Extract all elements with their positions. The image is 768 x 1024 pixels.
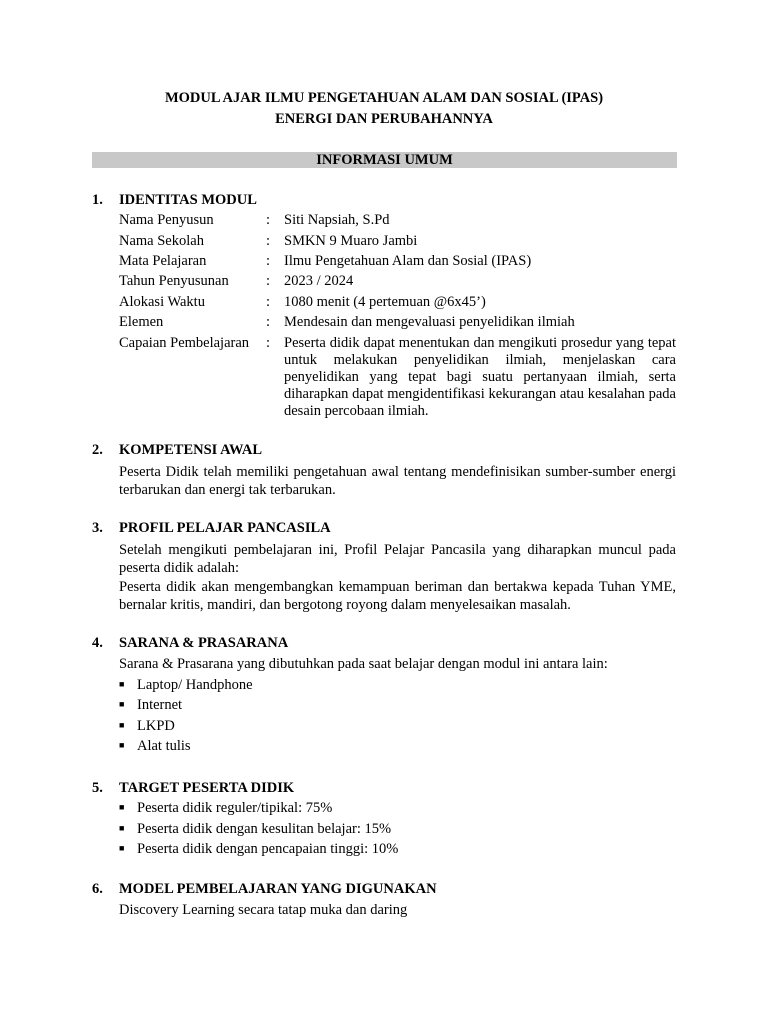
document-subtitle: ENERGI DAN PERUBAHANNYA <box>275 111 493 127</box>
field-value: SMKN 9 Muaro Jambi <box>284 233 418 249</box>
kompetensi-text: Peserta Didik telah memiliki pengetahuan awal tentang mendefinisikan sumber-sumber energi terbarukan dan energi tak terbarukan. <box>119 464 676 498</box>
section-number: 5. <box>92 780 103 796</box>
profil-text-1: Setelah mengikuti pembelajaran ini, Profil Pelajar Pancasila yang diharapkan muncul pada peserta didik adalah: <box>119 542 676 576</box>
bullet-icon: ■ <box>119 843 125 853</box>
field-label: Tahun Penyusunan <box>119 273 229 289</box>
section-title-profil: PROFIL PELAJAR PANCASILA <box>119 520 331 536</box>
field-value: Siti Napsiah, S.Pd <box>284 212 390 228</box>
section-title-target: TARGET PESERTA DIDIK <box>119 780 295 796</box>
field-label: Capaian Pembelajaran <box>119 335 250 351</box>
list-item: ■ Peserta didik dengan kesulitan belajar: 15% <box>119 821 392 837</box>
section-number: 3. <box>92 520 103 536</box>
document-title: MODUL AJAR ILMU PENGETAHUAN ALAM DAN SOSIAL (IPAS) <box>164 90 604 106</box>
section-title-sarana: SARANA & PRASARANA <box>119 635 289 651</box>
bullet-icon: ■ <box>119 679 125 689</box>
field-label: Nama Sekolah <box>119 233 204 249</box>
field-label: Elemen <box>119 314 164 330</box>
section-number: 4. <box>92 635 103 651</box>
section-number: 2. <box>92 442 103 458</box>
profil-text-2: Peserta didik akan mengembangkan kemampuan beriman dan bertakwa kepada Tuhan YME, bernalar kritis, mandiri, dan bergotong royong dalam menyelesaikan masalah. <box>119 579 676 613</box>
field-label: Mata Pelajaran <box>119 253 207 269</box>
field-value: Ilmu Pengetahuan Alam dan Sosial (IPAS) <box>284 253 532 269</box>
list-item: ■ Peserta didik dengan pencapaian tinggi: 10% <box>119 841 399 857</box>
field-colon: : <box>266 233 271 249</box>
field-label: Alokasi Waktu <box>119 294 205 310</box>
section-number: 6. <box>92 881 103 897</box>
bullet-icon: ■ <box>119 802 125 812</box>
bullet-icon: ■ <box>119 699 125 709</box>
list-item: ■ Laptop/ Handphone <box>119 677 253 693</box>
field-colon: : <box>266 212 271 228</box>
field-colon: : <box>266 273 271 289</box>
field-value: 2023 / 2024 <box>284 273 354 289</box>
field-value: 1080 menit (4 pertemuan @6x45’) <box>284 294 486 310</box>
section-title-kompetensi: KOMPETENSI AWAL <box>119 442 263 458</box>
list-item: ■ Peserta didik reguler/tipikal: 75% <box>119 800 333 816</box>
field-label: Nama Penyusun <box>119 212 214 228</box>
field-value: Mendesain dan mengevaluasi penyelidikan ilmiah <box>284 314 575 330</box>
section-title-model: MODEL PEMBELAJARAN YANG DIGUNAKAN <box>119 881 437 897</box>
field-colon: : <box>266 253 271 269</box>
field-colon: : <box>266 314 271 330</box>
sarana-intro: Sarana & Prasarana yang dibutuhkan pada saat belajar dengan modul ini antara lain: <box>119 656 608 672</box>
list-item: ■ LKPD <box>119 718 175 734</box>
list-item: ■ Alat tulis <box>119 738 191 754</box>
bullet-icon: ■ <box>119 720 125 730</box>
section-number: 1. <box>92 192 103 208</box>
model-text: Discovery Learning secara tatap muka dan daring <box>119 902 408 918</box>
field-colon: : <box>266 335 271 351</box>
section-title-identitas: IDENTITAS MODUL <box>119 192 257 208</box>
list-item: ■ Internet <box>119 697 183 713</box>
section-banner: INFORMASI UMUM <box>92 152 677 168</box>
capaian-text: Peserta didik dapat menentukan dan mengikuti prosedur yang tepat untuk melakukan penyelidikan ilmiah, menjelaskan cara penyelidikan yang tepat bagi suatu pertanyaan ilmiah, serta diharapkan dapat mengidentifikasi kekurangan atau kesalahan pada desain percobaan ilmiah. <box>284 335 676 419</box>
bullet-icon: ■ <box>119 823 125 833</box>
field-colon: : <box>266 294 271 310</box>
bullet-icon: ■ <box>119 740 125 750</box>
